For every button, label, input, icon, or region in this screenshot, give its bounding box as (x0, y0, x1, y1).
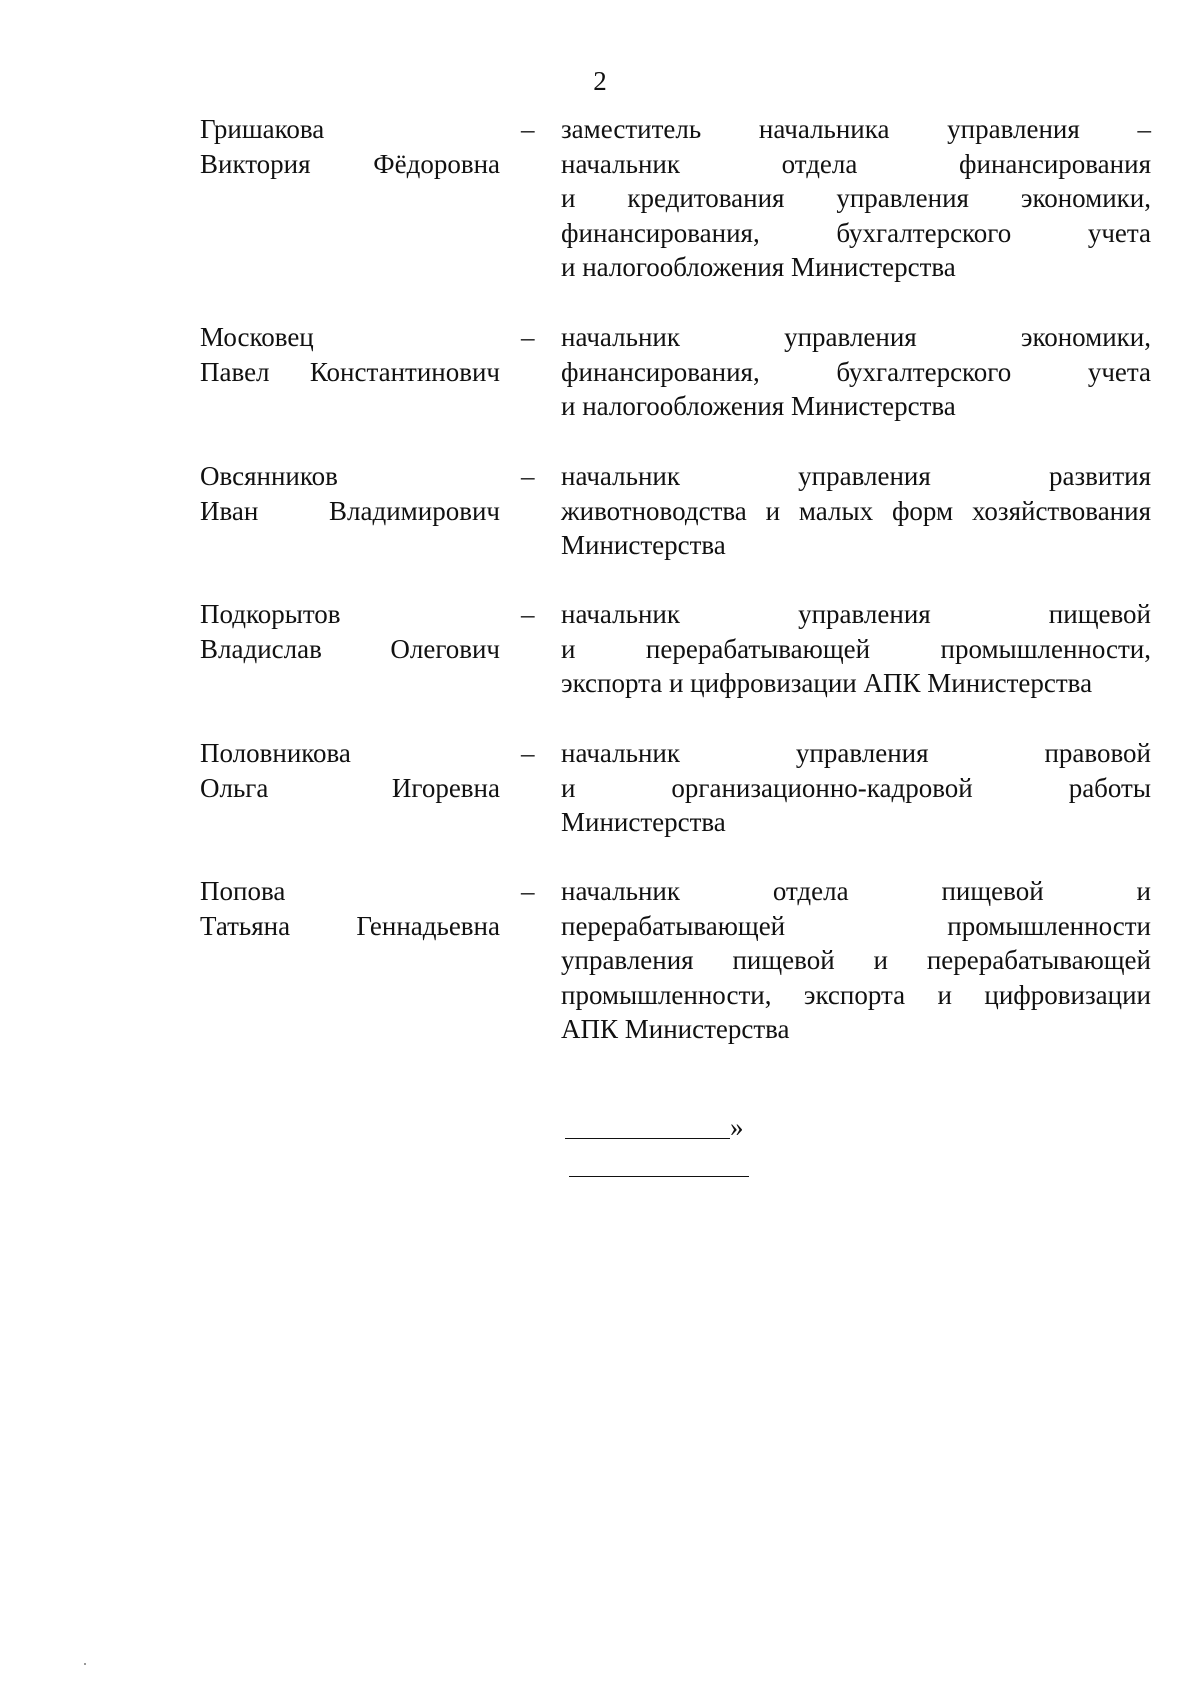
dash-separator: – (521, 599, 535, 629)
person-name (200, 736, 500, 805)
person-name (200, 459, 500, 528)
person-name (200, 597, 500, 666)
person-name (200, 112, 500, 181)
position-description (561, 320, 1151, 424)
surname: Подкорытов (200, 599, 341, 629)
person-name (200, 320, 500, 389)
blank-underline (565, 1110, 730, 1139)
person-name (200, 874, 500, 943)
position-line: начальник управления правовой (561, 738, 1151, 768)
position-line: начальник управления пищевой (561, 599, 1151, 629)
position-description (561, 112, 1151, 285)
position-line: и кредитования управления экономики, (561, 183, 1151, 213)
position-description (561, 874, 1151, 1047)
position-line: перерабатывающей промышленности (561, 910, 1151, 941)
position-line: и налогообложения Министерства (561, 252, 956, 282)
surname: Московец (200, 322, 314, 352)
position-description (561, 597, 1151, 701)
dash-separator: – (521, 738, 535, 768)
position-line: заместитель начальника управления – (561, 114, 1151, 144)
position-line: управления пищевой и перерабатывающей (561, 945, 1151, 975)
position-description (561, 736, 1151, 840)
dash-separator: – (521, 876, 535, 906)
given-names: Ольга Игоревна (200, 772, 500, 803)
position-line: и налогообложения Министерства (561, 391, 956, 421)
position-line: начальник отдела финансирования (561, 148, 1151, 179)
position-line: финансирования, бухгалтерского учета (561, 217, 1151, 248)
position-line: начальник отдела пищевой и (561, 876, 1151, 906)
closing-quote-mark: » (730, 1112, 744, 1142)
position-line: и организационно-кадровой работы (561, 772, 1151, 803)
scan-speck (84, 1663, 86, 1665)
surname: Половникова (200, 738, 351, 768)
page-number: 2 (593, 66, 607, 96)
blank-underline (569, 1176, 749, 1177)
position-line: Министерства (561, 530, 726, 560)
position-line: Министерства (561, 807, 726, 837)
position-line: финансирования, бухгалтерского учета (561, 356, 1151, 387)
position-line: начальник управления развития (561, 461, 1151, 491)
surname: Овсянников (200, 461, 338, 491)
position-line: начальник управления экономики, (561, 322, 1151, 352)
dash-separator: – (521, 114, 535, 144)
position-line: промышленности, экспорта и цифровизации (561, 979, 1151, 1010)
given-names: Иван Владимирович (200, 495, 500, 526)
dash-separator: – (521, 322, 535, 352)
given-names: Владислав Олегович (200, 633, 500, 664)
position-line: АПК Министерства (561, 1014, 790, 1044)
surname: Попова (200, 876, 286, 906)
given-names: Виктория Фёдоровна (200, 148, 500, 179)
given-names: Татьяна Геннадьевна (200, 910, 500, 941)
dash-separator: – (521, 461, 535, 491)
position-line: и перерабатывающей промышленности, (561, 633, 1151, 664)
position-line: экспорта и цифровизации АПК Министерства (561, 668, 1093, 698)
surname: Гришакова (200, 114, 325, 144)
position-line: животноводства и малых форм хозяйствования (561, 495, 1151, 526)
position-description (561, 459, 1151, 563)
given-names: Павел Константинович (200, 356, 500, 387)
blank-line-with-quote (565, 1110, 744, 1145)
